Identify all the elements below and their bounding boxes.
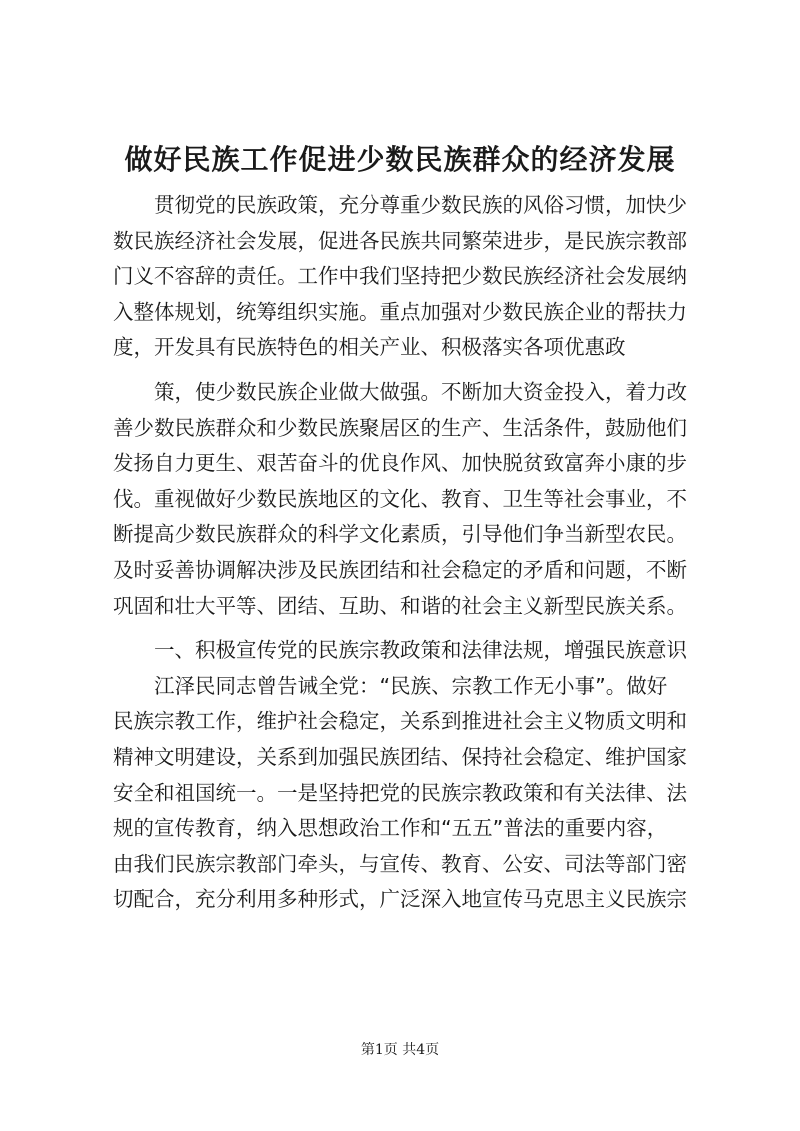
document-body (113, 188, 717, 918)
body-paragraph-1: 贯彻党的民族政策，充分尊重少数民族的风俗习惯，加快少 数民族经济社会发展，促进各民族共同繁荣进步，是民族宗教部 门义不容辞的责任。工作中我们坚持把少数民族经济社会发展纳 入整体规划，统筹组织实施。重点加强对少数民族企业的帮扶力 度，开发具有民族特色的相关产业、积极落实各项优惠政 (113, 193, 687, 360)
section-heading: 一、积极宣传党的民族宗教政策和法律法规，增强民族意识 (154, 638, 687, 663)
body-paragraph-3: 江泽民同志曾告诫全党：“民族、宗教工作无小事”。做好 民族宗教工作，维护社会稳定，关系到推进社会主义物质文明和 精神文明建设，关系到加强民族团结、保持社会稳定、维护国家 安全和祖国统一。一是坚持把党的民族宗教政策和有关法律、法 规的宣传教育，纳入思想政治工作和“五五”普法的重要内容， 由我们民族宗教部门牵头，与宣传、教育、公安、司法等部门密 切配合，充分利用多种形式，广泛深入地宣传马克思主义民族宗 (113, 673, 687, 912)
page-number: 第1页 共4页 (360, 1042, 440, 1058)
body-paragraph-2: 策，使少数民族企业做大做强。不断加大资金投入，着力改 善少数民族群众和少数民族聚居区的生产、生活条件，鼓励他们 发扬自力更生、艰苦奋斗的优良作风、加快脱贫致富奔小康的步 伐。重视做好少数民族地区的文化、教育、卫生等社会事业，不 断提高少数民族群众的科学文化素质，引导他们争当新型农民。 及时妥善协调解决涉及民族团结和社会稳定的矛盾和问题，不断 巩固和壮大平等、团结、互助、和谐的社会主义新型民族关系。 (113, 379, 687, 618)
document-title: 做好民族工作促进少数民族群众的经济发展 (124, 143, 676, 176)
